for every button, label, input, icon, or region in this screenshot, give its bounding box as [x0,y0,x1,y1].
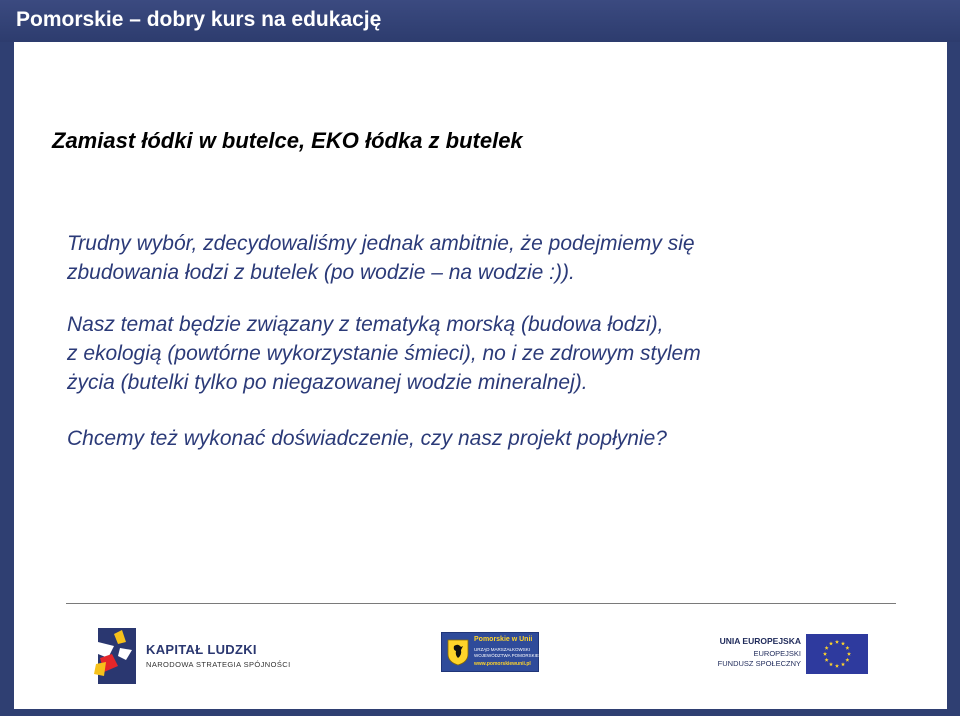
kapital-ludzki-star-logo-icon [92,624,142,684]
pomorskie-line: WOJEWÓDZTWA POMORSKIEGO [474,653,546,658]
header-title: Pomorskie – dobry kurs na edukację [16,8,382,31]
kapital-ludzki-logo [92,624,292,684]
pomorskie-griffin-crest-icon [446,638,470,666]
eu-flag-icon [806,634,868,674]
footer-divider [66,603,896,604]
pomorskie-w-unii-logo [441,632,546,672]
unia-europejska-logo [708,632,868,674]
paragraph-topic [67,310,701,397]
ue-line: EUROPEJSKI [753,649,801,658]
ue-line: UNIA EUROPEJSKA [719,636,801,646]
paragraph-line: zbudowania łodzi z butelek (po wodzie – na wodzie :)). [67,261,575,284]
paragraph-line: Trudny wybór, zdecydowaliśmy jednak ambitnie, że podejmiemy się [67,232,695,255]
paragraph-line: Nasz temat będzie związany z tematyką morską (budowa łodzi), [67,313,664,336]
header-bar [0,0,960,42]
kapital-ludzki-subtitle: NARODOWA STRATEGIA SPÓJNOŚCI [146,660,291,669]
paragraph-line: z ekologią (powtórne wykorzystanie śmieci), no i ze zdrowym stylem [67,342,701,365]
kapital-ludzki-title: KAPITAŁ LUDZKI [146,642,257,657]
ue-line: FUNDUSZ SPOŁECZNY [717,659,801,668]
paragraph-line: Chcemy też wykonać doświadczenie, czy nasz projekt popłynie? [67,427,667,450]
content-area [14,42,947,709]
slide-heading: Zamiast łódki w butelce, EKO łódka z butelek [52,128,523,153]
paragraph-experiment [67,424,667,453]
pomorskie-url: www.pomorskiewunii.pl [474,661,531,667]
paragraph-line: życia (butelki tylko po niegazowanej wodzie mineralnej). [67,371,588,394]
pomorskie-title: Pomorskie w Unii [474,636,533,643]
paragraph-choice [67,229,695,287]
pomorskie-line: URZĄD MARSZAŁKOWSKI [474,647,531,652]
